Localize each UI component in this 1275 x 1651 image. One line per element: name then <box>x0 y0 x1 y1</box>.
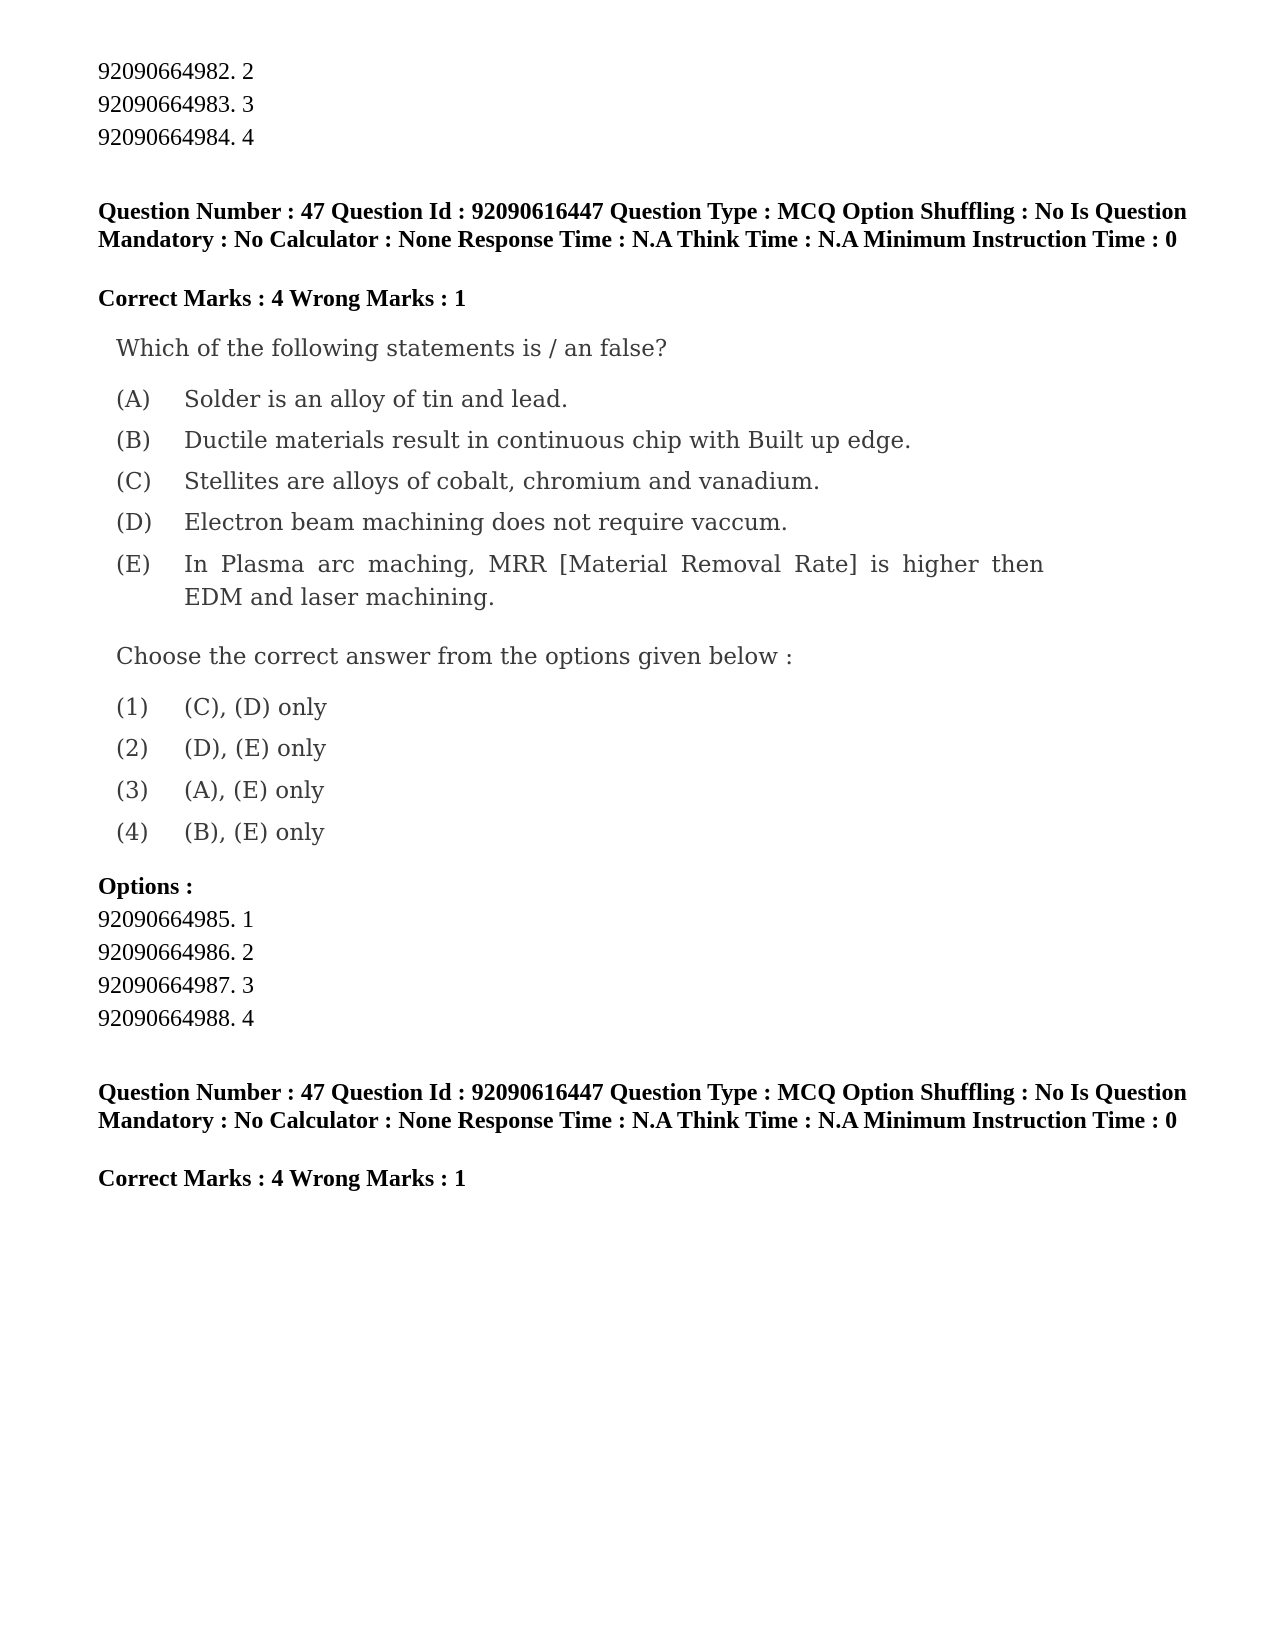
options-heading: Options : <box>98 874 194 900</box>
question-marks: Correct Marks : 4 Wrong Marks : 1 <box>98 1166 467 1192</box>
option-line: 92090664986. 2 <box>98 940 254 966</box>
statement-label: (A) <box>116 387 151 413</box>
option-line: 92090664985. 1 <box>98 907 254 933</box>
question-marks: Correct Marks : 4 Wrong Marks : 1 <box>98 286 467 312</box>
choice-text: (B), (E) only <box>184 820 325 846</box>
statement-text: Solder is an alloy of tin and lead. <box>184 387 569 413</box>
option-line: 92090664983. 3 <box>98 92 254 118</box>
question-metadata: Question Number : 47 Question Id : 92090616447 Question Type : MCQ Option Shuffling : No Is Question Mandatory : No Calculator : None Response Time : N.A Think Time : N.A Minimum Instruction Time : 0 <box>98 1080 1187 1134</box>
choose-instruction: Choose the correct answer from the options given below : <box>116 644 793 670</box>
statement-text: Electron beam machining does not require vaccum. <box>184 510 788 536</box>
choice-text: (A), (E) only <box>184 778 325 804</box>
statement-label: (D) <box>116 510 153 536</box>
choice-text: (C), (D) only <box>184 695 327 721</box>
choice-text: (D), (E) only <box>184 736 327 762</box>
statement-text-continuation: EDM and laser machining. <box>184 585 496 611</box>
choice-label: (1) <box>116 695 149 721</box>
option-line: 92090664982. 2 <box>98 59 254 85</box>
statement-text: Ductile materials result in continuous chip with Built up edge. <box>184 428 912 454</box>
question-metadata: Question Number : 47 Question Id : 92090616447 Question Type : MCQ Option Shuffling : No Is Question Mandatory : No Calculator : None Response Time : N.A Think Time : N.A Minimum Instruction Time : 0 <box>98 199 1187 253</box>
statement-text: Stellites are alloys of cobalt, chromium and vanadium. <box>184 469 821 495</box>
statement-label: (B) <box>116 428 151 454</box>
option-line: 92090664984. 4 <box>98 125 254 151</box>
question-stem: Which of the following statements is / an false? <box>116 336 668 362</box>
option-line: 92090664988. 4 <box>98 1006 254 1032</box>
statement-label: (C) <box>116 469 152 495</box>
option-line: 92090664987. 3 <box>98 973 254 999</box>
choice-label: (3) <box>116 778 149 804</box>
choice-label: (4) <box>116 820 149 846</box>
choice-label: (2) <box>116 736 149 762</box>
statement-label: (E) <box>116 552 151 578</box>
statement-text: In Plasma arc maching, MRR [Material Removal Rate] is higher then <box>184 552 1044 578</box>
